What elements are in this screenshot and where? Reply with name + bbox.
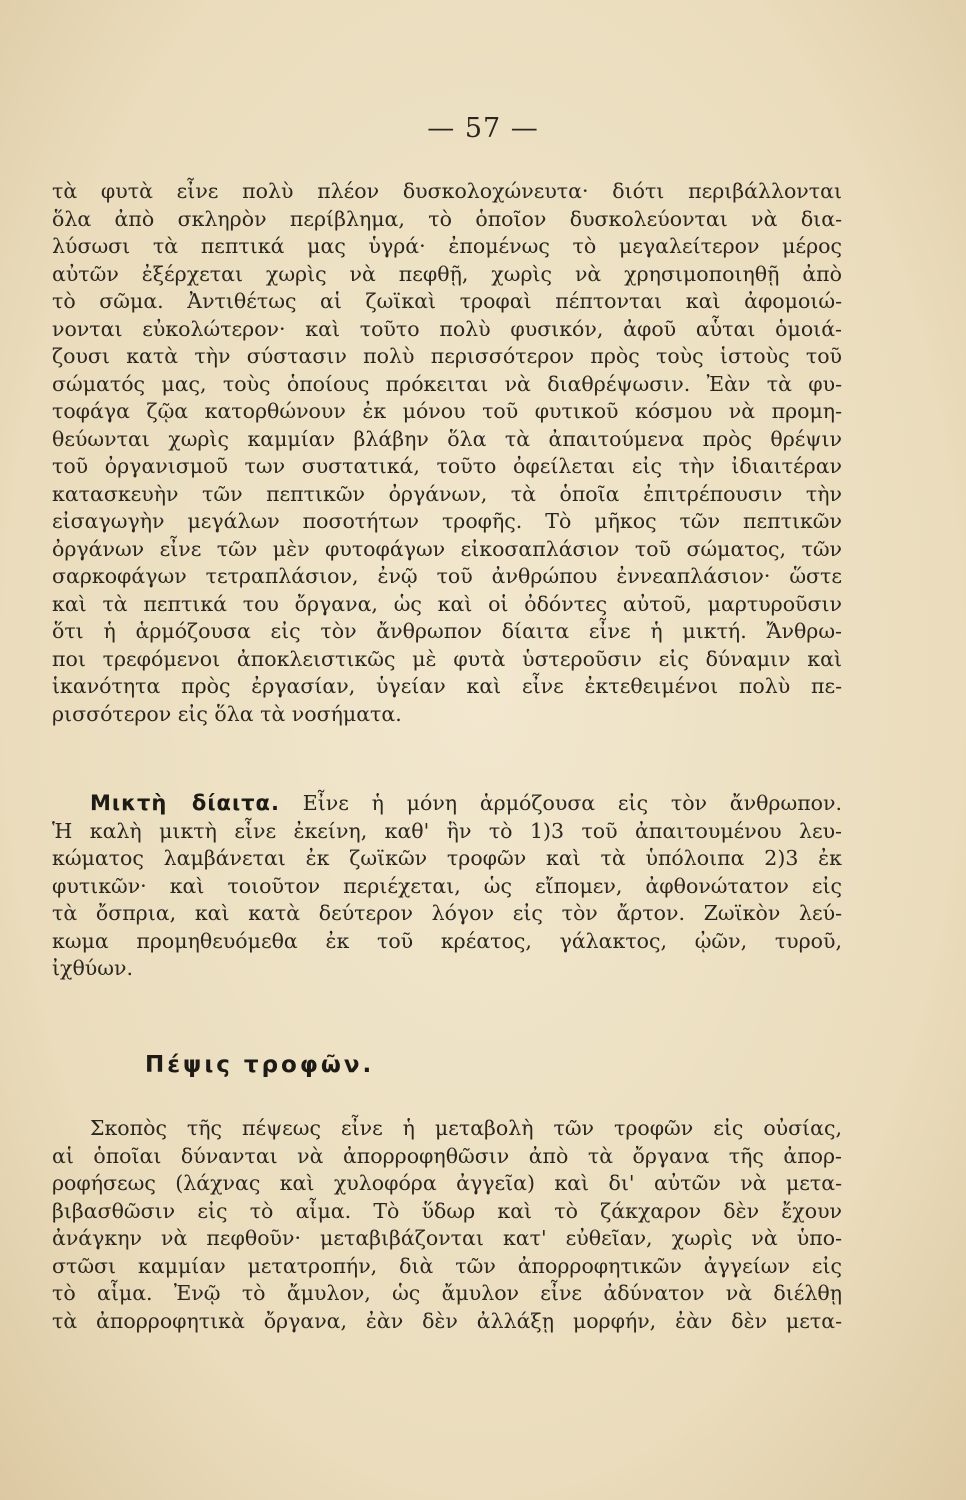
text-line: Σκοπὸς τῆς πέψεως εἶνε ἡ μεταβολὴ τῶν τροφῶν εἰς οὐσίας, (90, 1116, 842, 1140)
paragraph-digestion (52, 1115, 842, 1335)
text-line: ζουσι κατὰ τὴν σύστασιν πολὺ περισσότερον πρὸς τοὺς ἱστοὺς τοῦ (52, 344, 842, 368)
text-line: τοῦ ὀργανισμοῦ των συστατικά, τοῦτο ὀφείλεται εἰς τὴν ἰδιαιτέραν (52, 454, 842, 478)
text-line: ὅλα ἀπὸ σκληρὸν περίβλημα, τὸ ὁποῖον δυσκολεύονται νὰ δια- (52, 206, 842, 231)
text-line: κατασκευὴν τῶν πεπτικῶν ὀργάνων, τὰ ὁποῖα ἐπιτρέπουσιν τὴν (52, 481, 842, 506)
text-line: σώματός μας, τοὺς ὁποίους πρόκειται νὰ διαθρέψωσιν. Ἐὰν τὰ φυ- (52, 371, 842, 396)
text-line: ποι τρεφόμενοι ἀποκλειστικῶς μὲ φυτὰ ὑστεροῦσιν εἰς δύναμιν καὶ (52, 646, 842, 671)
text-line-with-subhead (52, 790, 842, 818)
text-line: αἱ ὁποῖαι δύνανται νὰ ἀπορροφηθῶσιν ἀπὸ τὰ ὄργανα τῆς ἀπορ- (52, 1143, 842, 1168)
text-line: τὸ αἷμα. Ἐνῷ τὸ ἄμυλον, ὡς ἄμυλον εἶνε ἀδύνατον νὰ διέλθῃ (52, 1281, 842, 1305)
text-line: φυτικῶν· καὶ τοιοῦτον περιέχεται, ὡς εἴπομεν, ἀφθονώτατον εἰς (52, 873, 842, 898)
text-line: τὸ σῶμα. Ἀντιθέτως αἱ ζωϊκαὶ τροφαὶ πέπτονται καὶ ἀφομοιώ- (52, 289, 842, 313)
paragraph-mixed-diet (52, 790, 842, 983)
text-line: σαρκοφάγων τετραπλάσιον, ἐνῷ τοῦ ἀνθρώπου ἐννεαπλάσιον· ὥστε (52, 564, 842, 588)
text-line: ἱκανότητα πρὸς ἐργασίαν, ὑγείαν καὶ εἶνε ἐκτεθειμένοι πολὺ πε- (52, 674, 842, 698)
text-line: νονται εὐκολώτερον· καὶ τοῦτο πολὺ φυσικόν, ἀφοῦ αὗται ὁμοιά- (52, 316, 842, 341)
text-line: ἀνάγκην νὰ πεφθοῦν· μεταβιβάζονται κατ' εὐθεῖαν, χωρὶς νὰ ὑπο- (52, 1226, 842, 1250)
text-line: ἰχθύων. (52, 956, 133, 980)
text-line: κωμα προμηθευόμεθα ἐκ τοῦ κρέατος, γάλακτος, ᾠῶν, τυροῦ, (52, 928, 842, 953)
paragraph-diet-digestibility (52, 178, 842, 728)
text-line: βιβασθῶσιν εἰς τὸ αἷμα. Τὸ ὕδωρ καὶ τὸ ζάκχαρον δὲν ἔχουν (52, 1198, 842, 1223)
subhead-line-rest: Εἶνε ἡ μόνη ἁρμόζουσα εἰς τὸν ἄνθρωπον. (279, 791, 842, 815)
text-line: αὐτῶν ἐξέρχεται χωρὶς νὰ πεφθῇ, χωρὶς νὰ χρησιμοποιηθῇ ἀπὸ (52, 261, 842, 286)
text-line: τὰ ὄσπρια, καὶ κατὰ δεύτερον λόγον εἰς τὸν ἄρτον. Ζωϊκὸν λεύ- (52, 901, 842, 925)
text-line: τοφάγα ζῷα κατορθώνουν ἐκ μόνου τοῦ φυτικοῦ κόσμου νὰ προμη- (52, 399, 842, 423)
section-heading: Πέψις τροφῶν. (145, 1052, 375, 1078)
text-line: Ἡ καλὴ μικτὴ εἶνε ἐκείνη, καθ' ἣν τὸ 1)3 τοῦ ἀπαιτουμένου λευ- (52, 818, 842, 843)
text-line: τὰ ἀπορροφητικὰ ὄργανα, ἐὰν δὲν ἀλλάξῃ μορφήν, ἐὰν δὲν μετα- (52, 1308, 842, 1333)
text-line: ροφήσεως (λάχνας καὶ χυλοφόρα ἀγγεῖα) καὶ δι' αὐτῶν νὰ μετα- (52, 1171, 842, 1195)
text-line: ὅτι ἡ ἁρμόζουσα εἰς τὸν ἄνθρωπον δίαιτα εἶνε ἡ μικτή. Ἄνθρω- (52, 619, 842, 643)
text-line: τὰ φυτὰ εἶνε πολὺ πλέον δυσκολοχώνευτα· διότι περιβάλλονται (52, 179, 842, 203)
subhead-mixed-diet: Μικτὴ δίαιτα. (90, 791, 280, 815)
text-line: κώματος λαμβάνεται ἐκ ζωϊκῶν τροφῶν καὶ τὰ ὑπόλοιπα 2)3 ἐκ (52, 846, 842, 870)
text-line: εἰσαγωγὴν μεγάλων ποσοτήτων τροφῆς. Τὸ μῆκος τῶν πεπτικῶν (52, 509, 842, 533)
text-line: ρισσότερον εἰς ὅλα τὰ νοσήματα. (52, 701, 402, 726)
text-line: θεύωνται χωρὶς καμμίαν βλάβην ὅλα τὰ ἀπαιτούμενα πρὸς θρέψιν (52, 426, 842, 451)
text-line: στῶσι καμμίαν μετατροπήν, διὰ τῶν ἀπορροφητικῶν ἀγγείων εἰς (52, 1253, 842, 1278)
text-line: λύσωσι τὰ πεπτικά μας ὑγρά· ἐπομένως τὸ μεγαλείτερον μέρος (52, 234, 842, 258)
text-line: καὶ τὰ πεπτικά του ὄργανα, ὡς καὶ οἱ ὀδόντες αὐτοῦ, μαρτυροῦσιν (52, 591, 842, 616)
text-line: ὀργάνων εἶνε τῶν μὲν φυτοφάγων εἰκοσαπλάσιον τοῦ σώματος, τῶν (52, 536, 842, 561)
page-number: — 57 — (427, 113, 539, 144)
